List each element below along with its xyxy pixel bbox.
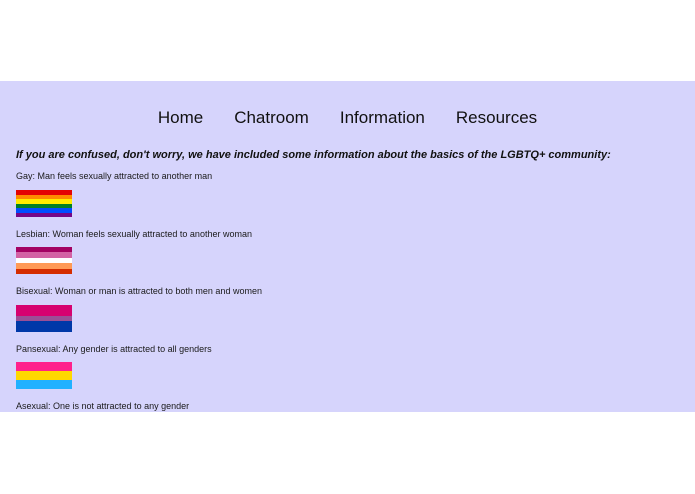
nav-chatroom-link[interactable]: Chatroom [234, 108, 309, 127]
asexual-definition: Asexual: One is not attracted to any gender [16, 401, 190, 411]
flag-stripe [16, 213, 72, 218]
flag-stripe [16, 380, 72, 389]
nav-information-link[interactable]: Information [339, 108, 425, 127]
rainbow-flag-image [16, 190, 72, 217]
intro-text: If you are confused, don't worry, we have included some information about the basics of the LGBTQ+ community: [16, 149, 611, 161]
bisexual-definition: Bisexual: Woman or man is attracted to both men and women [16, 286, 262, 296]
top-nav [0, 108, 695, 128]
flag-stripe [16, 371, 72, 380]
gay-definition: Gay: Man feels sexually attracted to another man [16, 171, 213, 181]
pansexual-definition: Pansexual: Any gender is attracted to all genders [16, 344, 212, 354]
pansexual-flag-image [16, 362, 72, 389]
lesbian-flag-image [16, 247, 72, 274]
lesbian-definition: Lesbian: Woman feels sexually attracted to another woman [16, 229, 252, 239]
nav-home-link[interactable]: Home [157, 108, 204, 127]
flag-stripe [16, 362, 72, 371]
flag-stripe [16, 327, 72, 332]
bisexual-flag-image [16, 305, 72, 332]
nav-resources-link[interactable]: Resources [455, 108, 538, 127]
flag-stripe [16, 269, 72, 274]
content-panel [0, 81, 695, 412]
